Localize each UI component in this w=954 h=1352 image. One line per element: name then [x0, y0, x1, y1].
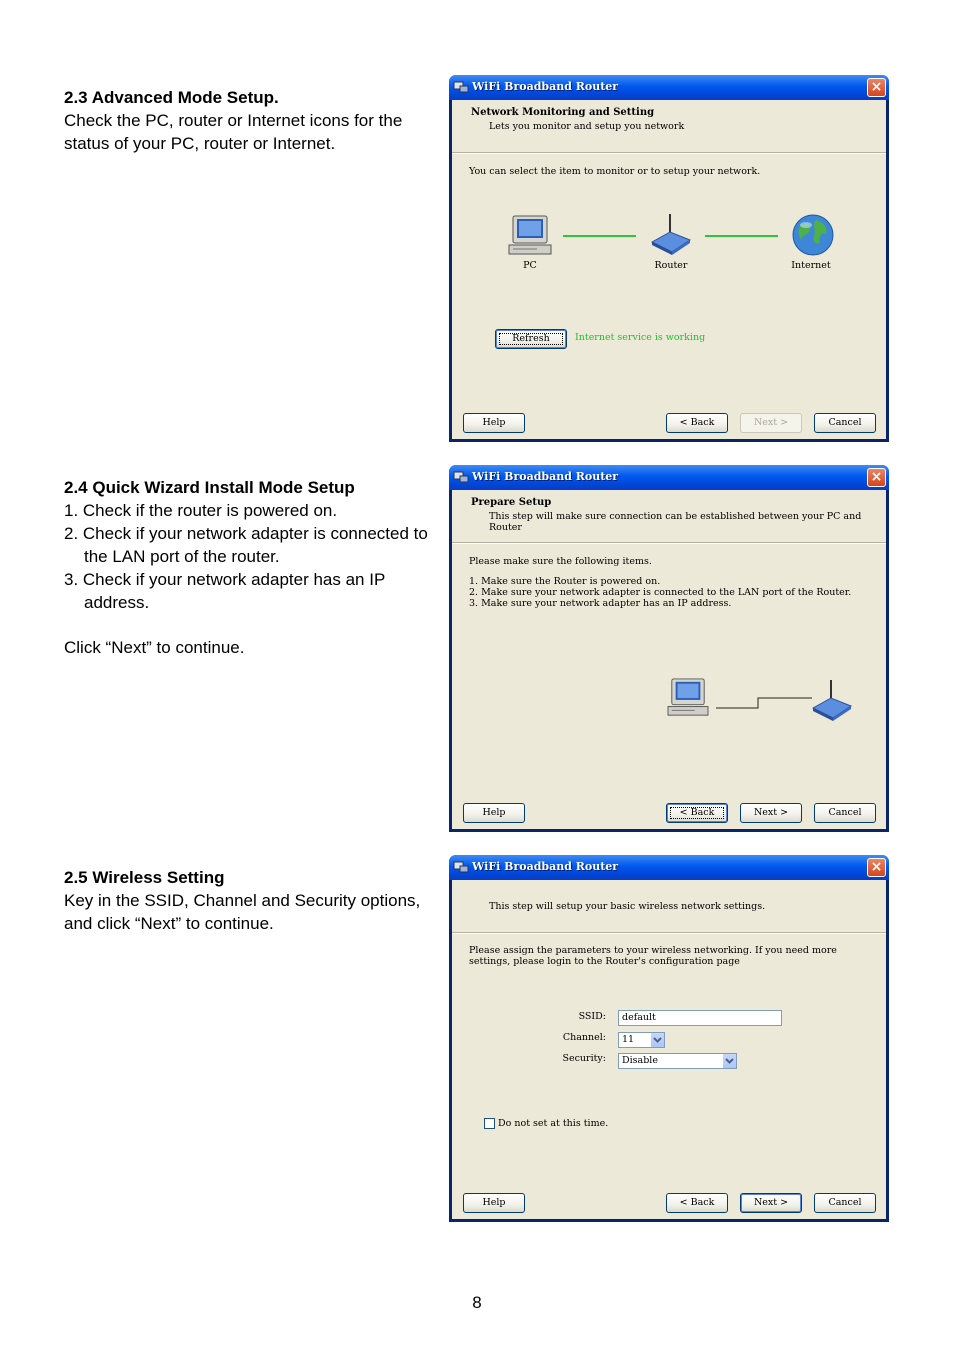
section-body: Key in the SSID, Channel and Security options, and click “Next” to continue. [64, 891, 421, 933]
back-button[interactable]: < Back [666, 1193, 728, 1213]
cable-line [714, 694, 814, 710]
header-title: Network Monitoring and Setting [471, 107, 655, 118]
close-icon[interactable]: × [867, 468, 886, 487]
internet-status: Internet service is working [575, 332, 706, 343]
cancel-button[interactable]: Cancel [814, 803, 876, 823]
next-button[interactable]: Next > [740, 803, 802, 823]
header-subtitle: This step will make sure connection can be established between your PC and Router [489, 511, 862, 533]
cancel-button[interactable]: Cancel [814, 413, 876, 433]
continue-note: Click “Next” to continue. [64, 638, 245, 657]
header-title: Prepare Setup [471, 497, 552, 508]
checklist-item: 3. Make sure your network adapter has an IP address. [469, 598, 732, 609]
router-icon [809, 678, 855, 722]
dialog-client [452, 490, 886, 829]
ssid-input[interactable]: default [618, 1010, 782, 1026]
chevron-down-icon[interactable] [722, 1054, 736, 1068]
instruction-text: Please assign the parameters to your wireless networking. If you need more settings, please login to the Router's configuration page [469, 945, 837, 967]
instruction-text: Please make sure the following items. [469, 556, 652, 567]
step-item: 2. Check if your network adapter is connected to the LAN port of the router. [64, 524, 428, 566]
refresh-button[interactable]: Refresh [495, 329, 567, 349]
skip-checkbox-label: Do not set at this time. [498, 1118, 609, 1129]
dialog-network-monitoring [449, 75, 889, 442]
dialog-client [452, 100, 886, 439]
next-button[interactable]: Next > [740, 1193, 802, 1213]
title-bar[interactable] [449, 855, 889, 880]
chevron-down-icon[interactable] [650, 1033, 664, 1047]
skip-checkbox[interactable] [484, 1118, 495, 1129]
app-icon [453, 860, 469, 874]
header-subtitle: This step will setup your basic wireless network settings. [489, 901, 766, 912]
step-item: 3. Check if your network adapter has an IP address. [64, 570, 385, 612]
divider [452, 542, 886, 544]
close-icon[interactable]: × [867, 78, 886, 97]
next-button[interactable]: Next > [740, 413, 802, 433]
window-title: WiFi Broadband Router [472, 860, 619, 873]
title-bar[interactable] [449, 465, 889, 490]
help-button[interactable]: Help [463, 803, 525, 823]
section-quick-wizard [64, 476, 439, 659]
app-icon [453, 80, 469, 94]
help-button[interactable]: Help [463, 413, 525, 433]
checklist-item: 1. Make sure the Router is powered on. [469, 576, 661, 587]
title-bar[interactable] [449, 75, 889, 100]
section-heading: 2.3 Advanced Mode Setup. [64, 88, 279, 107]
node-label-pc: PC [523, 260, 537, 271]
section-heading: 2.4 Quick Wizard Install Mode Setup [64, 478, 355, 497]
pc-icon [666, 678, 710, 718]
dialog-prepare-setup [449, 465, 889, 832]
pc-icon[interactable] [507, 215, 553, 257]
section-heading: 2.5 Wireless Setting [64, 868, 225, 887]
wizard-header [452, 880, 886, 931]
wizard-header [452, 490, 886, 541]
connection-line [705, 235, 778, 237]
ssid-label: SSID: [578, 1011, 606, 1022]
channel-label: Channel: [562, 1032, 606, 1043]
section-advanced-mode [64, 86, 439, 155]
app-icon [453, 470, 469, 484]
node-label-router: Router [654, 260, 688, 271]
channel-value: 11 [622, 1034, 635, 1045]
divider [452, 932, 886, 934]
dialog-wireless-setting [449, 855, 889, 1222]
cancel-button[interactable]: Cancel [814, 1193, 876, 1213]
security-value: Disable [622, 1055, 658, 1066]
section-wireless-setting [64, 866, 439, 935]
window-title: WiFi Broadband Router [472, 470, 619, 483]
page-number: 8 [472, 1293, 482, 1312]
header-subtitle: Lets you monitor and setup you network [489, 121, 685, 132]
divider [452, 152, 886, 154]
checklist-item: 2. Make sure your network adapter is connected to the LAN port of the Router. [469, 587, 852, 598]
close-icon[interactable]: × [867, 858, 886, 877]
step-item: 1. Check if the router is powered on. [64, 501, 338, 520]
security-select[interactable] [618, 1053, 737, 1069]
node-label-internet: Internet [791, 260, 831, 271]
back-button[interactable]: < Back [666, 413, 728, 433]
globe-icon[interactable] [790, 212, 836, 258]
security-label: Security: [562, 1053, 606, 1064]
connection-line [563, 235, 636, 237]
window-title: WiFi Broadband Router [472, 80, 619, 93]
channel-select[interactable] [618, 1032, 665, 1048]
wizard-header [452, 100, 886, 151]
router-icon[interactable] [648, 212, 694, 256]
dialog-client [452, 880, 886, 1219]
help-button[interactable]: Help [463, 1193, 525, 1213]
instruction-text: You can select the item to monitor or to setup your network. [469, 166, 761, 177]
back-button[interactable]: < Back [666, 803, 728, 823]
section-body: Check the PC, router or Internet icons for the status of your PC, router or Internet. [64, 111, 403, 153]
